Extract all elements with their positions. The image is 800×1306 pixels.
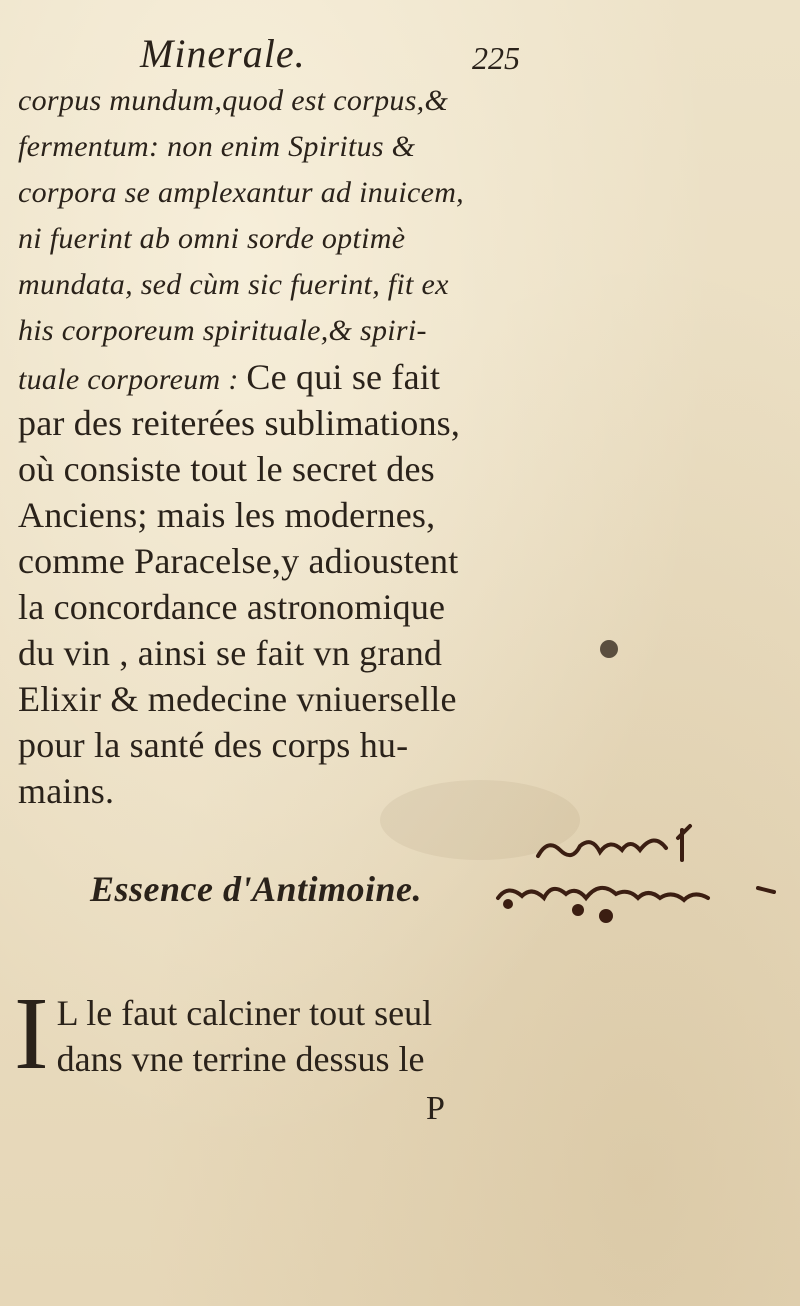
text-line-latin-part: tuale corporeum : xyxy=(18,363,247,396)
second-paragraph xyxy=(14,976,554,1091)
text-line: la concordance astronomique xyxy=(18,587,446,627)
text-line: Elixir & medecine vniuerselle xyxy=(18,679,457,719)
text-line: du vin , ainsi se fait vn grand xyxy=(18,633,443,673)
text-line: dans vne terrine dessus le xyxy=(56,1039,425,1079)
text-line: mundata, sed cùm sic fuerint, fit ex xyxy=(18,268,449,301)
text-line: L le faut calciner tout seul xyxy=(56,993,433,1033)
signature-scribble xyxy=(468,818,800,948)
text-line: his corporeum spirituale,& spiri- xyxy=(18,314,427,347)
text-line-mixed xyxy=(18,354,558,400)
text-line: ni fuerint ab omni sorde optimè xyxy=(18,222,406,255)
catchword: P xyxy=(426,1090,445,1127)
page-number: 225 xyxy=(472,40,520,76)
section-heading: Essence d'Antimoine. xyxy=(90,869,423,909)
running-head: Minerale. xyxy=(140,31,306,76)
text-line: pour la santé des corps hu- xyxy=(18,725,409,765)
handwritten-signature xyxy=(468,818,800,948)
text-line: où consiste tout le secret des xyxy=(18,449,435,489)
main-paragraph xyxy=(18,78,558,814)
text-line: par des reiterées sublimations, xyxy=(18,403,461,443)
text-line: corpus mundum,quod est corpus,& xyxy=(18,84,449,117)
text-line: comme Paracelse,y adioustent xyxy=(18,541,459,581)
text-line: mains. xyxy=(18,771,115,811)
text-line-french-part: Ce qui se fait xyxy=(246,357,441,397)
text-line: corpora se amplexantur ad inuicem, xyxy=(18,176,464,209)
text-line: fermentum: non enim Spiritus & xyxy=(18,130,416,163)
text-line: Anciens; mais les modernes, xyxy=(18,495,436,535)
ink-spot xyxy=(600,640,618,658)
drop-cap: I xyxy=(14,976,49,1091)
